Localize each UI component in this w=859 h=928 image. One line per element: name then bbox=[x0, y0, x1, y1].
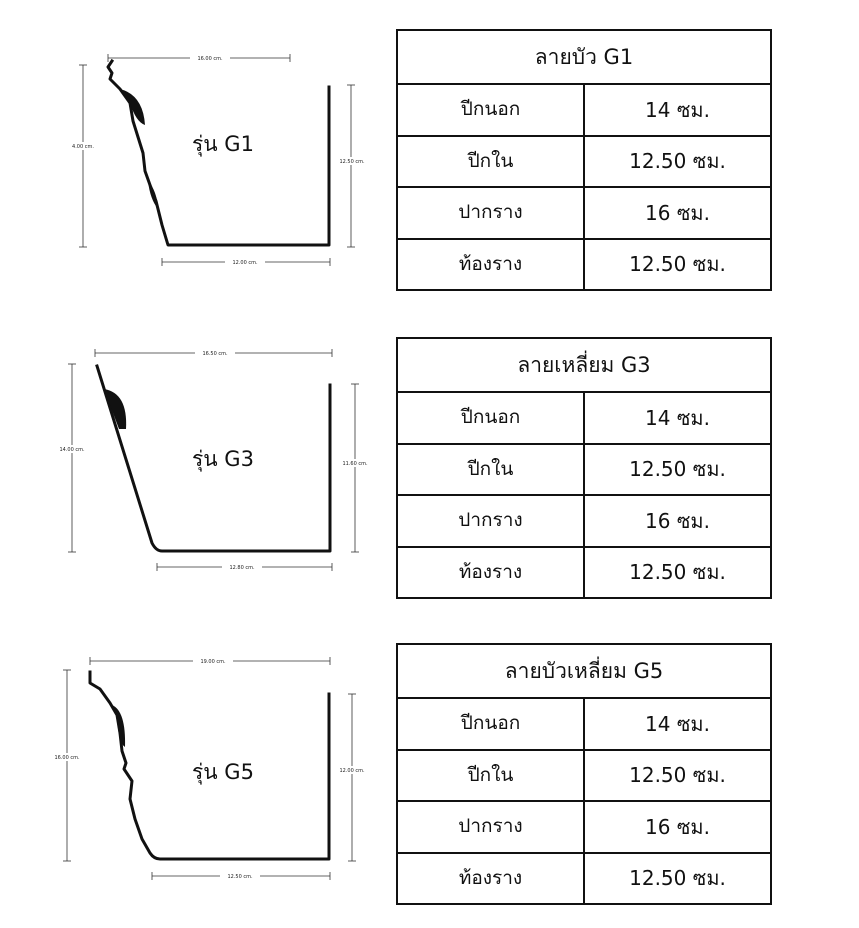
spec-row bbox=[397, 750, 771, 802]
gutter-profile-diagram-g5 bbox=[40, 639, 380, 909]
spec-label: ปีกใน bbox=[397, 444, 584, 496]
spec-value: 12.50 ซม. bbox=[584, 853, 771, 905]
model-label: รุ่น G5 bbox=[192, 760, 254, 784]
spec-label: ปีกนอก bbox=[397, 698, 584, 750]
dimension-top-g3 bbox=[95, 349, 332, 357]
spec-row bbox=[397, 392, 771, 444]
spec-row bbox=[397, 698, 771, 750]
dimension-label-bottom: 12.50 cm. bbox=[227, 874, 253, 880]
spec-value: 14 ซม. bbox=[584, 84, 771, 136]
model-section-g5 bbox=[0, 614, 859, 914]
dimension-label-top: 19.00 cm. bbox=[200, 659, 226, 665]
spec-value: 16 ซม. bbox=[584, 801, 771, 853]
spec-label: ปีกนอก bbox=[397, 392, 584, 444]
spec-label: ปีกใน bbox=[397, 750, 584, 802]
gutter-profile-diagram-g1 bbox=[40, 25, 380, 295]
spec-value: 16 ซม. bbox=[584, 495, 771, 547]
spec-label: ท้องราง bbox=[397, 547, 584, 599]
dimension-label-right: 11.60 cm. bbox=[342, 461, 368, 467]
model-section-g3 bbox=[0, 308, 859, 608]
dimension-label-bottom: 12.00 cm. bbox=[232, 260, 258, 266]
spec-label: ปากราง bbox=[397, 187, 584, 239]
spec-row bbox=[397, 495, 771, 547]
dimension-label-bottom: 12.80 cm. bbox=[229, 565, 255, 571]
dimension-left-g5 bbox=[52, 670, 82, 861]
spec-table-title: ลายบัวเหลี่ยม G5 bbox=[397, 644, 771, 698]
spec-label: ท้องราง bbox=[397, 853, 584, 905]
spec-table-title: ลายบัว G1 bbox=[397, 30, 771, 84]
dimension-label-top: 16.00 cm. bbox=[197, 56, 223, 62]
gutter-profile-diagram-g3 bbox=[40, 333, 380, 603]
dimension-label-left: 14.00 cm. bbox=[59, 447, 85, 453]
dimension-right-g3 bbox=[342, 384, 368, 552]
spec-row bbox=[397, 187, 771, 239]
spec-label: ปีกใน bbox=[397, 136, 584, 188]
dimension-label-right: 12.00 cm. bbox=[339, 768, 365, 774]
spec-value: 14 ซม. bbox=[584, 698, 771, 750]
dimension-label-right: 12.50 cm. bbox=[339, 159, 365, 165]
spec-value: 12.50 ซม. bbox=[584, 444, 771, 496]
dimension-bottom-g3 bbox=[157, 563, 332, 571]
spec-label: ปากราง bbox=[397, 495, 584, 547]
spec-table-g3 bbox=[396, 337, 772, 599]
dimension-label-top: 16.50 cm. bbox=[202, 351, 228, 357]
dimension-right-g5 bbox=[339, 694, 365, 861]
spec-label: ปีกนอก bbox=[397, 84, 584, 136]
spec-value: 12.50 ซม. bbox=[584, 136, 771, 188]
dimension-label-left: 4.00 cm. bbox=[72, 144, 94, 150]
spec-label: ปากราง bbox=[397, 801, 584, 853]
spec-table-g5 bbox=[396, 643, 772, 905]
spec-row bbox=[397, 444, 771, 496]
spec-row bbox=[397, 853, 771, 905]
dimension-top-g5 bbox=[90, 657, 330, 665]
model-label: รุ่น G3 bbox=[192, 447, 254, 471]
spec-row bbox=[397, 84, 771, 136]
spec-row bbox=[397, 547, 771, 599]
dimension-left-g3 bbox=[57, 364, 87, 552]
spec-value: 12.50 ซม. bbox=[584, 239, 771, 291]
spec-table-title: ลายเหลี่ยม G3 bbox=[397, 338, 771, 392]
spec-value: 14 ซม. bbox=[584, 392, 771, 444]
dimension-bottom-g5 bbox=[152, 872, 330, 880]
spec-row bbox=[397, 239, 771, 291]
spec-table-g1 bbox=[396, 29, 772, 291]
spec-label: ท้องราง bbox=[397, 239, 584, 291]
spec-value: 16 ซม. bbox=[584, 187, 771, 239]
dimension-right-g1 bbox=[339, 85, 365, 247]
model-label: รุ่น G1 bbox=[192, 132, 254, 156]
dimension-bottom-g1 bbox=[162, 258, 330, 266]
spec-row bbox=[397, 136, 771, 188]
dimension-left-g1 bbox=[68, 65, 98, 247]
spec-row bbox=[397, 801, 771, 853]
model-section-g1 bbox=[0, 0, 859, 300]
dimension-label-left: 16.00 cm. bbox=[54, 755, 80, 761]
dimension-top-g1 bbox=[108, 54, 290, 62]
spec-value: 12.50 ซม. bbox=[584, 750, 771, 802]
spec-value: 12.50 ซม. bbox=[584, 547, 771, 599]
